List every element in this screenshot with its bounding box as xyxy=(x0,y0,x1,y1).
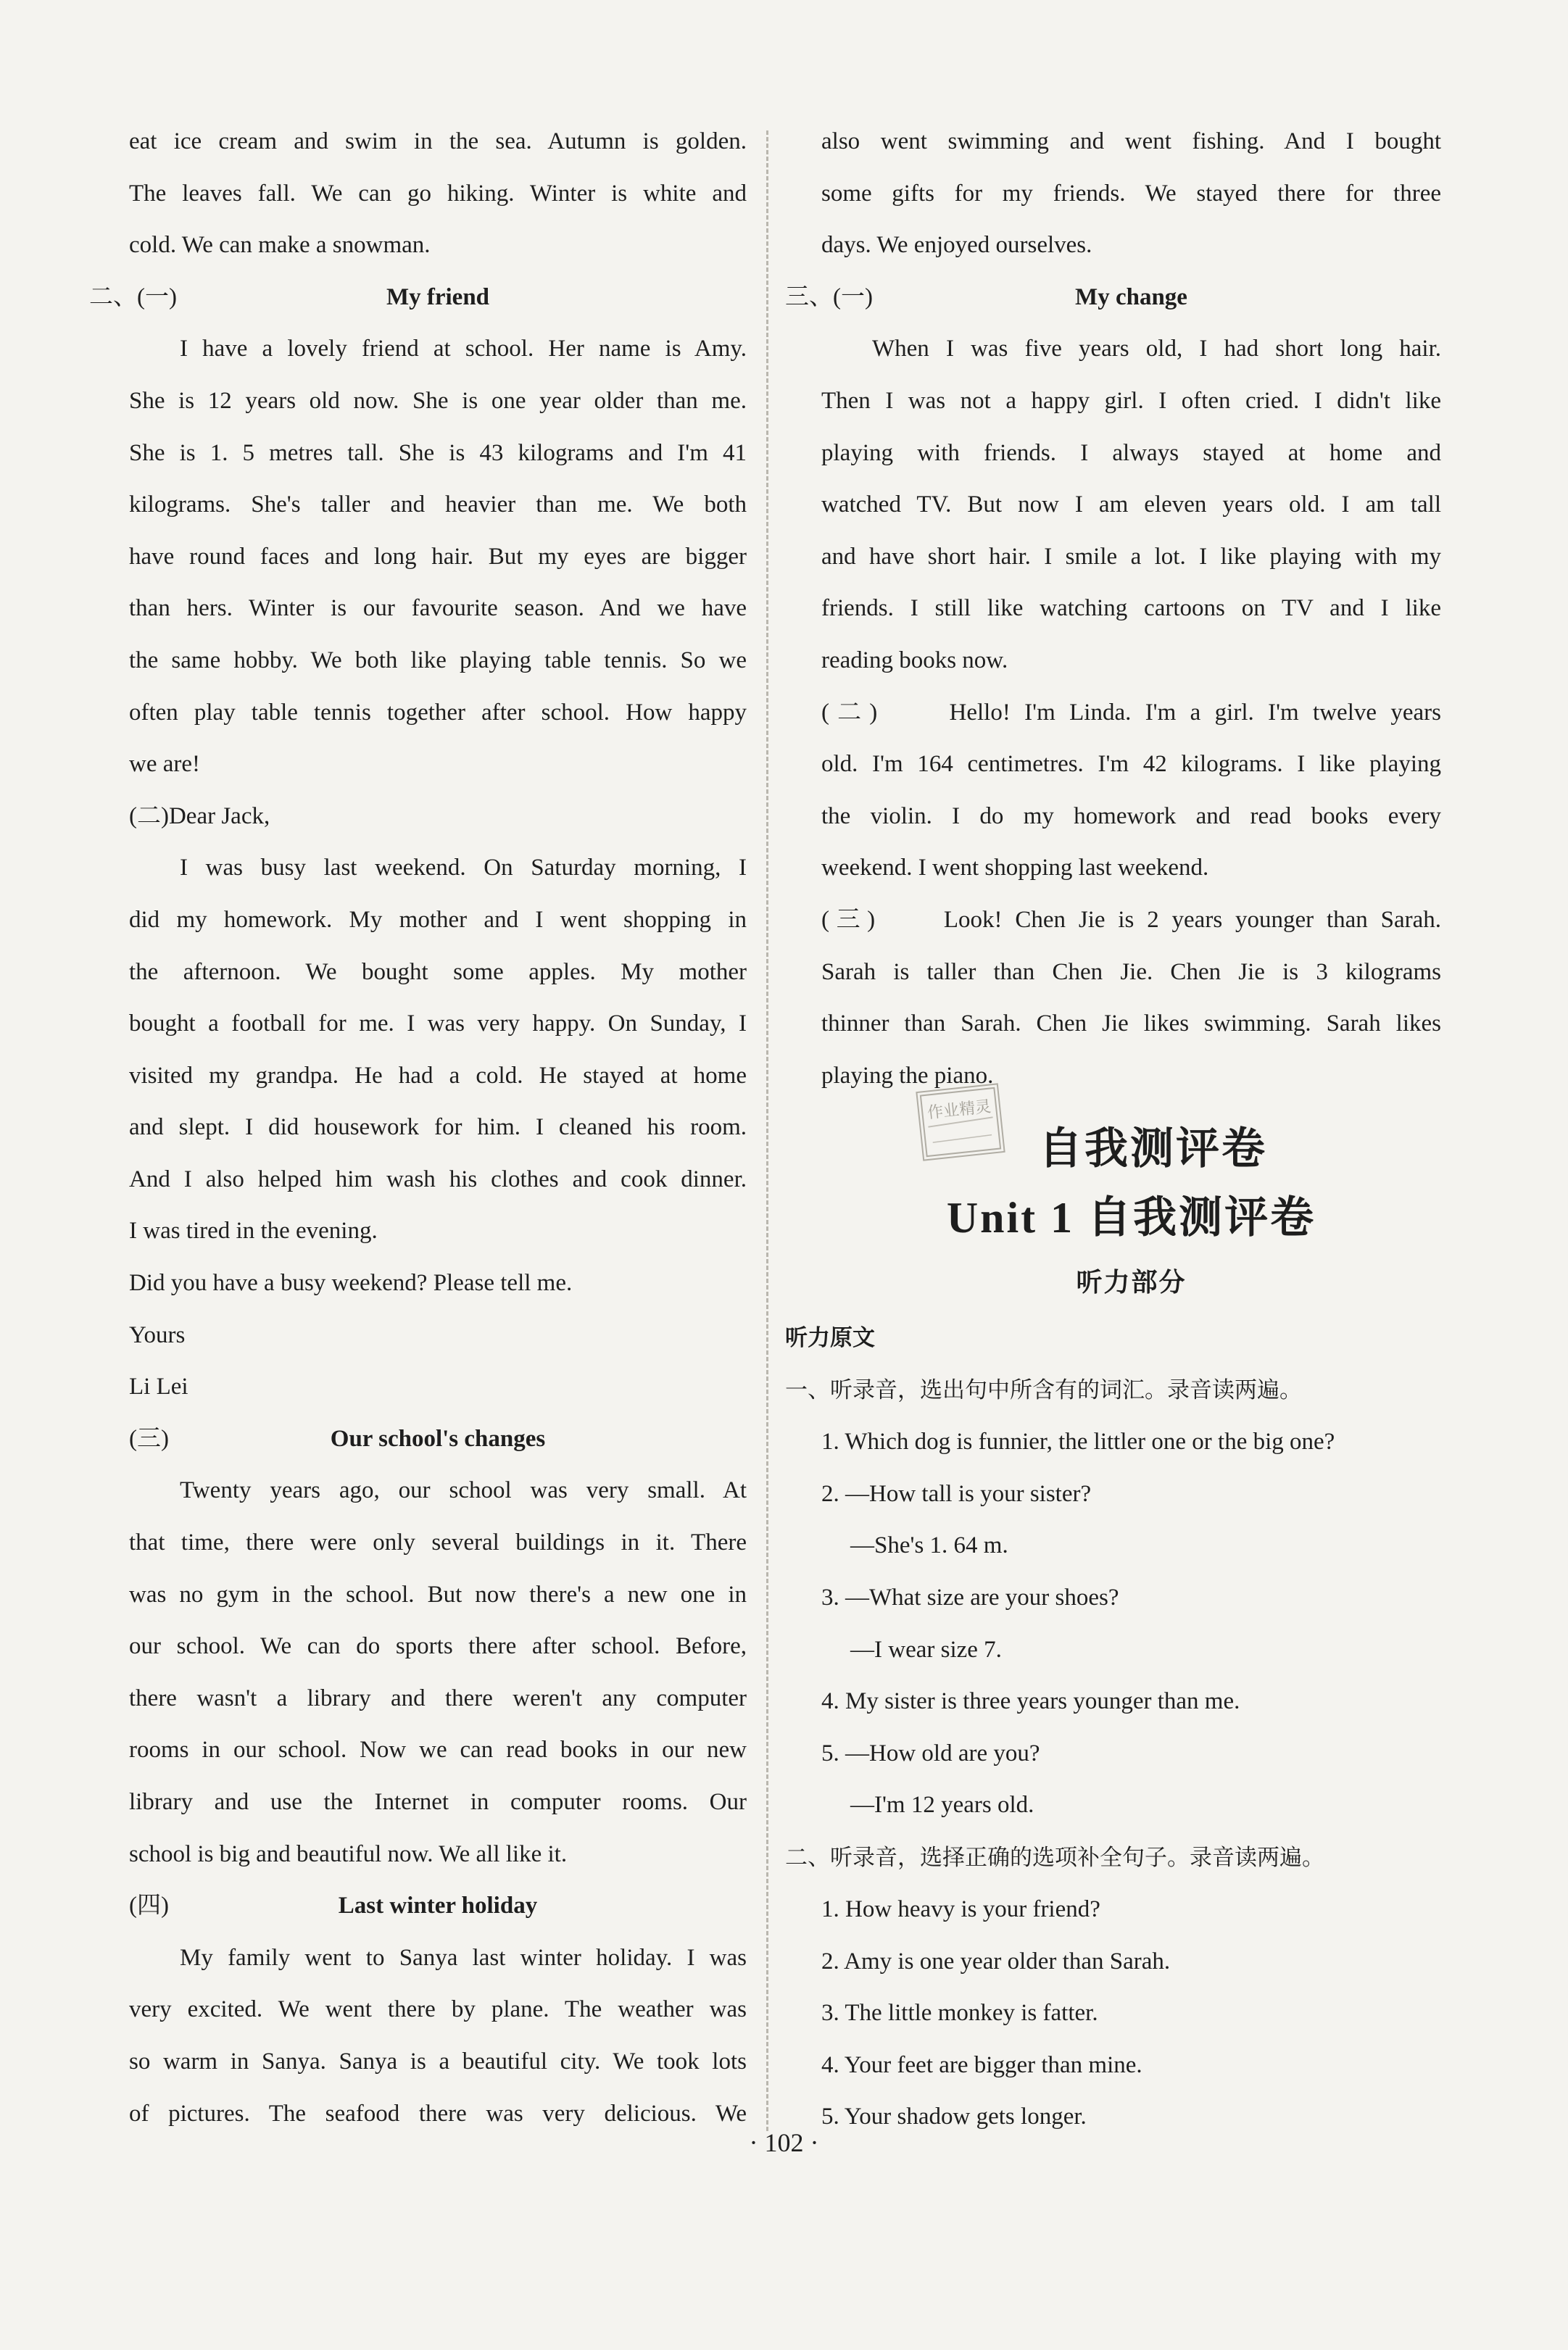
text-line: I was busy last weekend. On Saturday morning, I xyxy=(180,855,747,881)
test-title: 自我测评卷 xyxy=(1039,1124,1267,1175)
text-line: She is 1. 5 metres tall. She is 43 kilograms and I'm 41 xyxy=(129,439,747,466)
unit-title: Unit 1 自我测评卷 xyxy=(946,1194,1316,1242)
text-line: the same hobby. We both like playing table tennis. So we xyxy=(129,647,747,673)
text-line: we are! xyxy=(129,751,201,778)
question-item: —I wear size 7. xyxy=(850,1636,1002,1663)
text-line: so warm in Sanya. Sanya is a beautiful city. We took lots xyxy=(129,2048,747,2075)
text-line: Did you have a busy weekend? Please tell me. xyxy=(129,1270,573,1297)
essay-title: My change xyxy=(1075,283,1187,310)
section-heading xyxy=(129,1880,747,1932)
question-item: 1. Which dog is funnier, the littler one or the big one? xyxy=(821,1429,1335,1456)
text-line: very excited. We went there by plane. The weather was xyxy=(129,1996,747,2023)
question-item: 3. The little monkey is fatter. xyxy=(821,2000,1098,2027)
section-heading xyxy=(89,272,747,324)
question-item: —She's 1. 64 m. xyxy=(850,1532,1008,1559)
section-heading xyxy=(129,1413,747,1466)
left-column xyxy=(89,116,747,2140)
essay-title: My friend xyxy=(386,283,490,310)
text-line: school is big and beautiful now. We all like it. xyxy=(129,1840,568,1867)
text-line: days. We enjoyed ourselves. xyxy=(821,232,1092,259)
column-divider xyxy=(766,130,768,2131)
text-line: the afternoon. We bought some apples. My mother xyxy=(129,958,747,985)
text-line: that time, there were only several buildings in it. There xyxy=(129,1529,747,1556)
text-line: than hers. Winter is our favourite season. And we have xyxy=(129,595,747,622)
letter-closing: Yours xyxy=(129,1321,186,1348)
right-column xyxy=(785,116,1441,2143)
text-line: (二) Hello! I'm Linda. I'm a girl. I'm twelve years xyxy=(821,699,1441,726)
text-line: eat ice cream and swim in the sea. Autumn is golden. xyxy=(129,128,747,154)
question-item: 5. —How old are you? xyxy=(821,1740,1040,1766)
question-item: 5. Your shadow gets longer. xyxy=(821,2104,1087,2130)
question-item: 2. —How tall is your sister? xyxy=(821,1480,1092,1507)
text-line: have round faces and long hair. But my eyes are bigger xyxy=(129,543,747,570)
text-line: did my homework. My mother and I went shopping in xyxy=(129,906,747,933)
text-line: Then I was not a happy girl. I often cried. I didn't like xyxy=(821,387,1441,414)
text-line: also went swimming and went fishing. And I bought xyxy=(821,128,1441,154)
text-line: And I also helped him wash his clothes and cook dinner. xyxy=(129,1166,747,1192)
question-item: 4. Your feet are bigger than mine. xyxy=(821,2051,1142,2078)
text-line: Sarah is taller than Chen Jie. Chen Jie is 3 kilograms xyxy=(821,958,1441,985)
text-line: My family went to Sanya last winter holiday. I was xyxy=(180,1944,747,1971)
text-line: was no gym in the school. But now there's a new one in xyxy=(129,1581,747,1608)
text-line: (三) Look! Chen Jie is 2 years younger than Sarah. xyxy=(821,906,1441,933)
question-item: 3. —What size are your shoes? xyxy=(821,1585,1119,1611)
text-line: friends. I still like watching cartoons on TV and I like xyxy=(821,595,1441,622)
text-line: The leaves fall. We can go hiking. Winter is white and xyxy=(129,180,747,207)
text-line: and have short hair. I smile a lot. I like playing with my xyxy=(821,543,1441,570)
text-line: some gifts for my friends. We stayed there for three xyxy=(821,180,1441,207)
text-line: our school. We can do sports there after school. Before, xyxy=(129,1633,747,1660)
question-heading: 一、听录音，选出句中所含有的词汇。录音读两遍。 xyxy=(785,1377,1302,1404)
section-mark: 三、(一) xyxy=(785,283,873,310)
essay-title: Our school's changes xyxy=(330,1425,546,1452)
text-line: Twenty years ago, our school was very small. At xyxy=(180,1477,747,1504)
stamp-text: 作业精灵 xyxy=(926,1097,992,1123)
text-line: rooms in our school. Now we can read books in our new xyxy=(129,1737,747,1764)
essay-title: Last winter holiday xyxy=(338,1893,538,1919)
text-line: She is 12 years old now. She is one year older than me. xyxy=(129,387,747,414)
text-line: cold. We can make a snowman. xyxy=(129,232,431,259)
letter-signature: Li Lei xyxy=(129,1374,188,1400)
page-number: · 102 · xyxy=(749,2128,819,2157)
section-mark: 二、(一) xyxy=(89,283,177,310)
text-line: visited my grandpa. He had a cold. He stayed at home xyxy=(129,1062,747,1089)
section-mark: (三) xyxy=(129,1425,169,1452)
text-line: often play table tennis together after school. How happy xyxy=(129,699,747,726)
text-line: and slept. I did housework for him. I cleaned his room. xyxy=(129,1114,747,1141)
text-line: there wasn't a library and there weren't any computer xyxy=(129,1685,747,1711)
text-line: library and use the Internet in computer rooms. Our xyxy=(129,1789,747,1815)
text-line: I have a lovely friend at school. Her name is Amy. xyxy=(180,336,747,362)
text-line: the violin. I do my homework and read books every xyxy=(821,802,1441,829)
question-item: 1. How heavy is your friend? xyxy=(821,1896,1100,1923)
question-item: 2. Amy is one year older than Sarah. xyxy=(821,1948,1171,1975)
text-line: When I was five years old, I had short long hair. xyxy=(872,336,1441,362)
question-heading: 二、听录音，选择正确的选项补全句子。录音读两遍。 xyxy=(785,1845,1324,1872)
letter-greeting: (二)Dear Jack, xyxy=(129,802,270,829)
text-line: thinner than Sarah. Chen Jie likes swimming. Sarah likes xyxy=(821,1010,1441,1037)
text-line: weekend. I went shopping last weekend. xyxy=(821,855,1209,881)
question-item: 4. My sister is three years younger than me. xyxy=(821,1688,1240,1715)
section-mark: (四) xyxy=(129,1893,169,1919)
text-line: kilograms. She's taller and heavier than me. We both xyxy=(129,491,747,518)
text-line: old. I'm 164 centimetres. I'm 42 kilograms. I like playing xyxy=(821,751,1441,778)
listening-text-label: 听力原文 xyxy=(785,1325,875,1352)
section-heading xyxy=(785,272,1441,324)
listening-part-title: 听力部分 xyxy=(1076,1268,1187,1298)
stamp-graphic xyxy=(917,1085,1003,1160)
question-item: —I'm 12 years old. xyxy=(850,1792,1034,1819)
text-line: watched TV. But now I am eleven years old. I am tall xyxy=(821,491,1441,518)
text-line: of pictures. The seafood there was very delicious. We xyxy=(129,2100,747,2127)
text-line: reading books now. xyxy=(821,647,1008,673)
text-line: I was tired in the evening. xyxy=(129,1218,378,1245)
text-line: bought a football for me. I was very happy. On Sunday, I xyxy=(129,1010,747,1037)
text-line: playing the piano. xyxy=(821,1062,994,1089)
text-line: playing with friends. I always stayed at home and xyxy=(821,439,1441,466)
stamp-logo xyxy=(916,1083,1005,1161)
